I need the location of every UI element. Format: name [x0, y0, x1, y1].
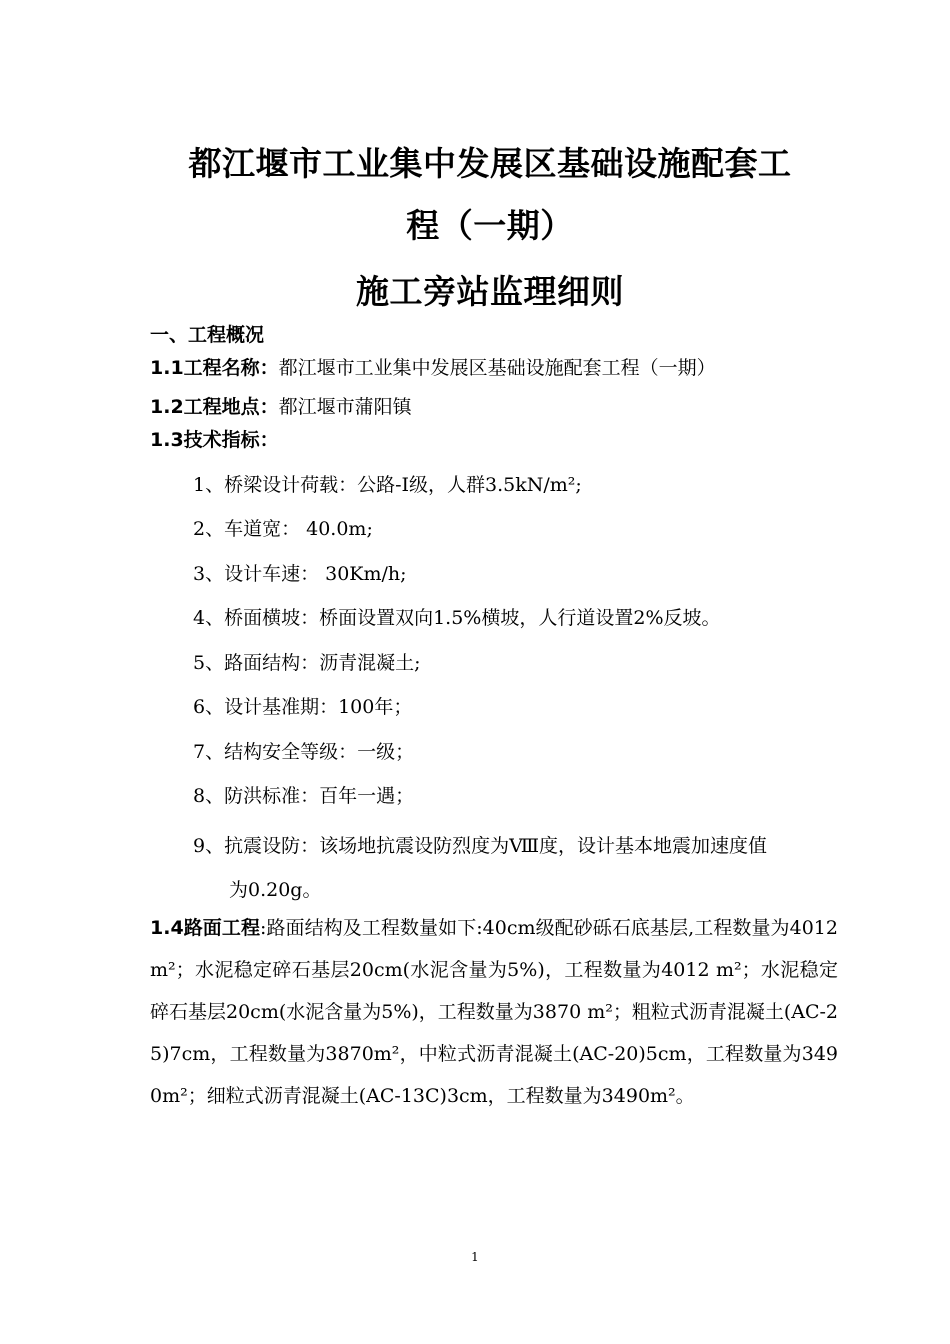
tech-item: 3、设计车速： 30Km/h; [193, 563, 407, 585]
tech-item: 6、设计基准期：100年； [193, 696, 413, 718]
tech-item: 8、防洪标准：百年一遇； [193, 785, 415, 807]
tech-item: 7、结构安全等级：一级； [193, 741, 415, 763]
project-location-label: 1.2工程地点： [150, 396, 279, 418]
project-name-label: 1.1工程名称： [150, 357, 279, 379]
document-subtitle: 施工旁站监理细则 [356, 272, 624, 311]
project-location-value: 都江堰市蒲阳镇 [278, 396, 412, 418]
tech-item-continuation: 为0.20g。 [229, 879, 322, 901]
pavement-paragraph [150, 907, 838, 1117]
document-title-line-1: 都江堰市工业集中发展区基础设施配套工 [188, 144, 792, 183]
tech-item: 2、车道宽： 40.0m; [193, 518, 373, 540]
document-title-line-2: 程（一期） [406, 206, 574, 245]
pavement-text: :路面结构及工程数量如下:40cm级配砂砾石底基层,工程数量为4012m²；水泥稳定碎石基层20cm(水泥含量为5%)，工程数量为4012 m²；水泥稳定碎石基层20cm(水泥含量为5%)，工程数量为3870 m²；粗粒式沥青混凝土(AC-25)7cm，工程数量为3870m²，中粒式沥青混凝土(AC-20)5cm，工程数量为3490m²；细粒式沥青混凝土(AC-13C)3cm，工程数量为3490m²。 [150, 917, 839, 1107]
tech-indicators-heading [150, 425, 279, 452]
project-location-line [150, 392, 412, 419]
project-name-value: 都江堰市工业集中发展区基础设施配套工程（一期） [278, 357, 716, 379]
section-heading: 一、工程概况 [150, 324, 265, 346]
page-number: 1 [471, 1250, 479, 1264]
tech-item: 4、桥面横坡：桥面设置双向1.5%横坡，人行道设置2%反坡。 [193, 607, 721, 629]
tech-item: 1、桥梁设计荷载：公路-Ⅰ级，人群3.5kN/m²; [193, 474, 582, 496]
tech-item: 5、路面结构：沥青混凝土; [193, 652, 421, 674]
tech-item: 9、抗震设防：该场地抗震设防烈度为Ⅷ度，设计基本地震加速度值 [193, 835, 768, 857]
project-name-line [150, 353, 716, 380]
pavement-label: 1.4路面工程 [150, 917, 261, 939]
tech-indicators-label: 1.3技术指标： [150, 429, 279, 451]
